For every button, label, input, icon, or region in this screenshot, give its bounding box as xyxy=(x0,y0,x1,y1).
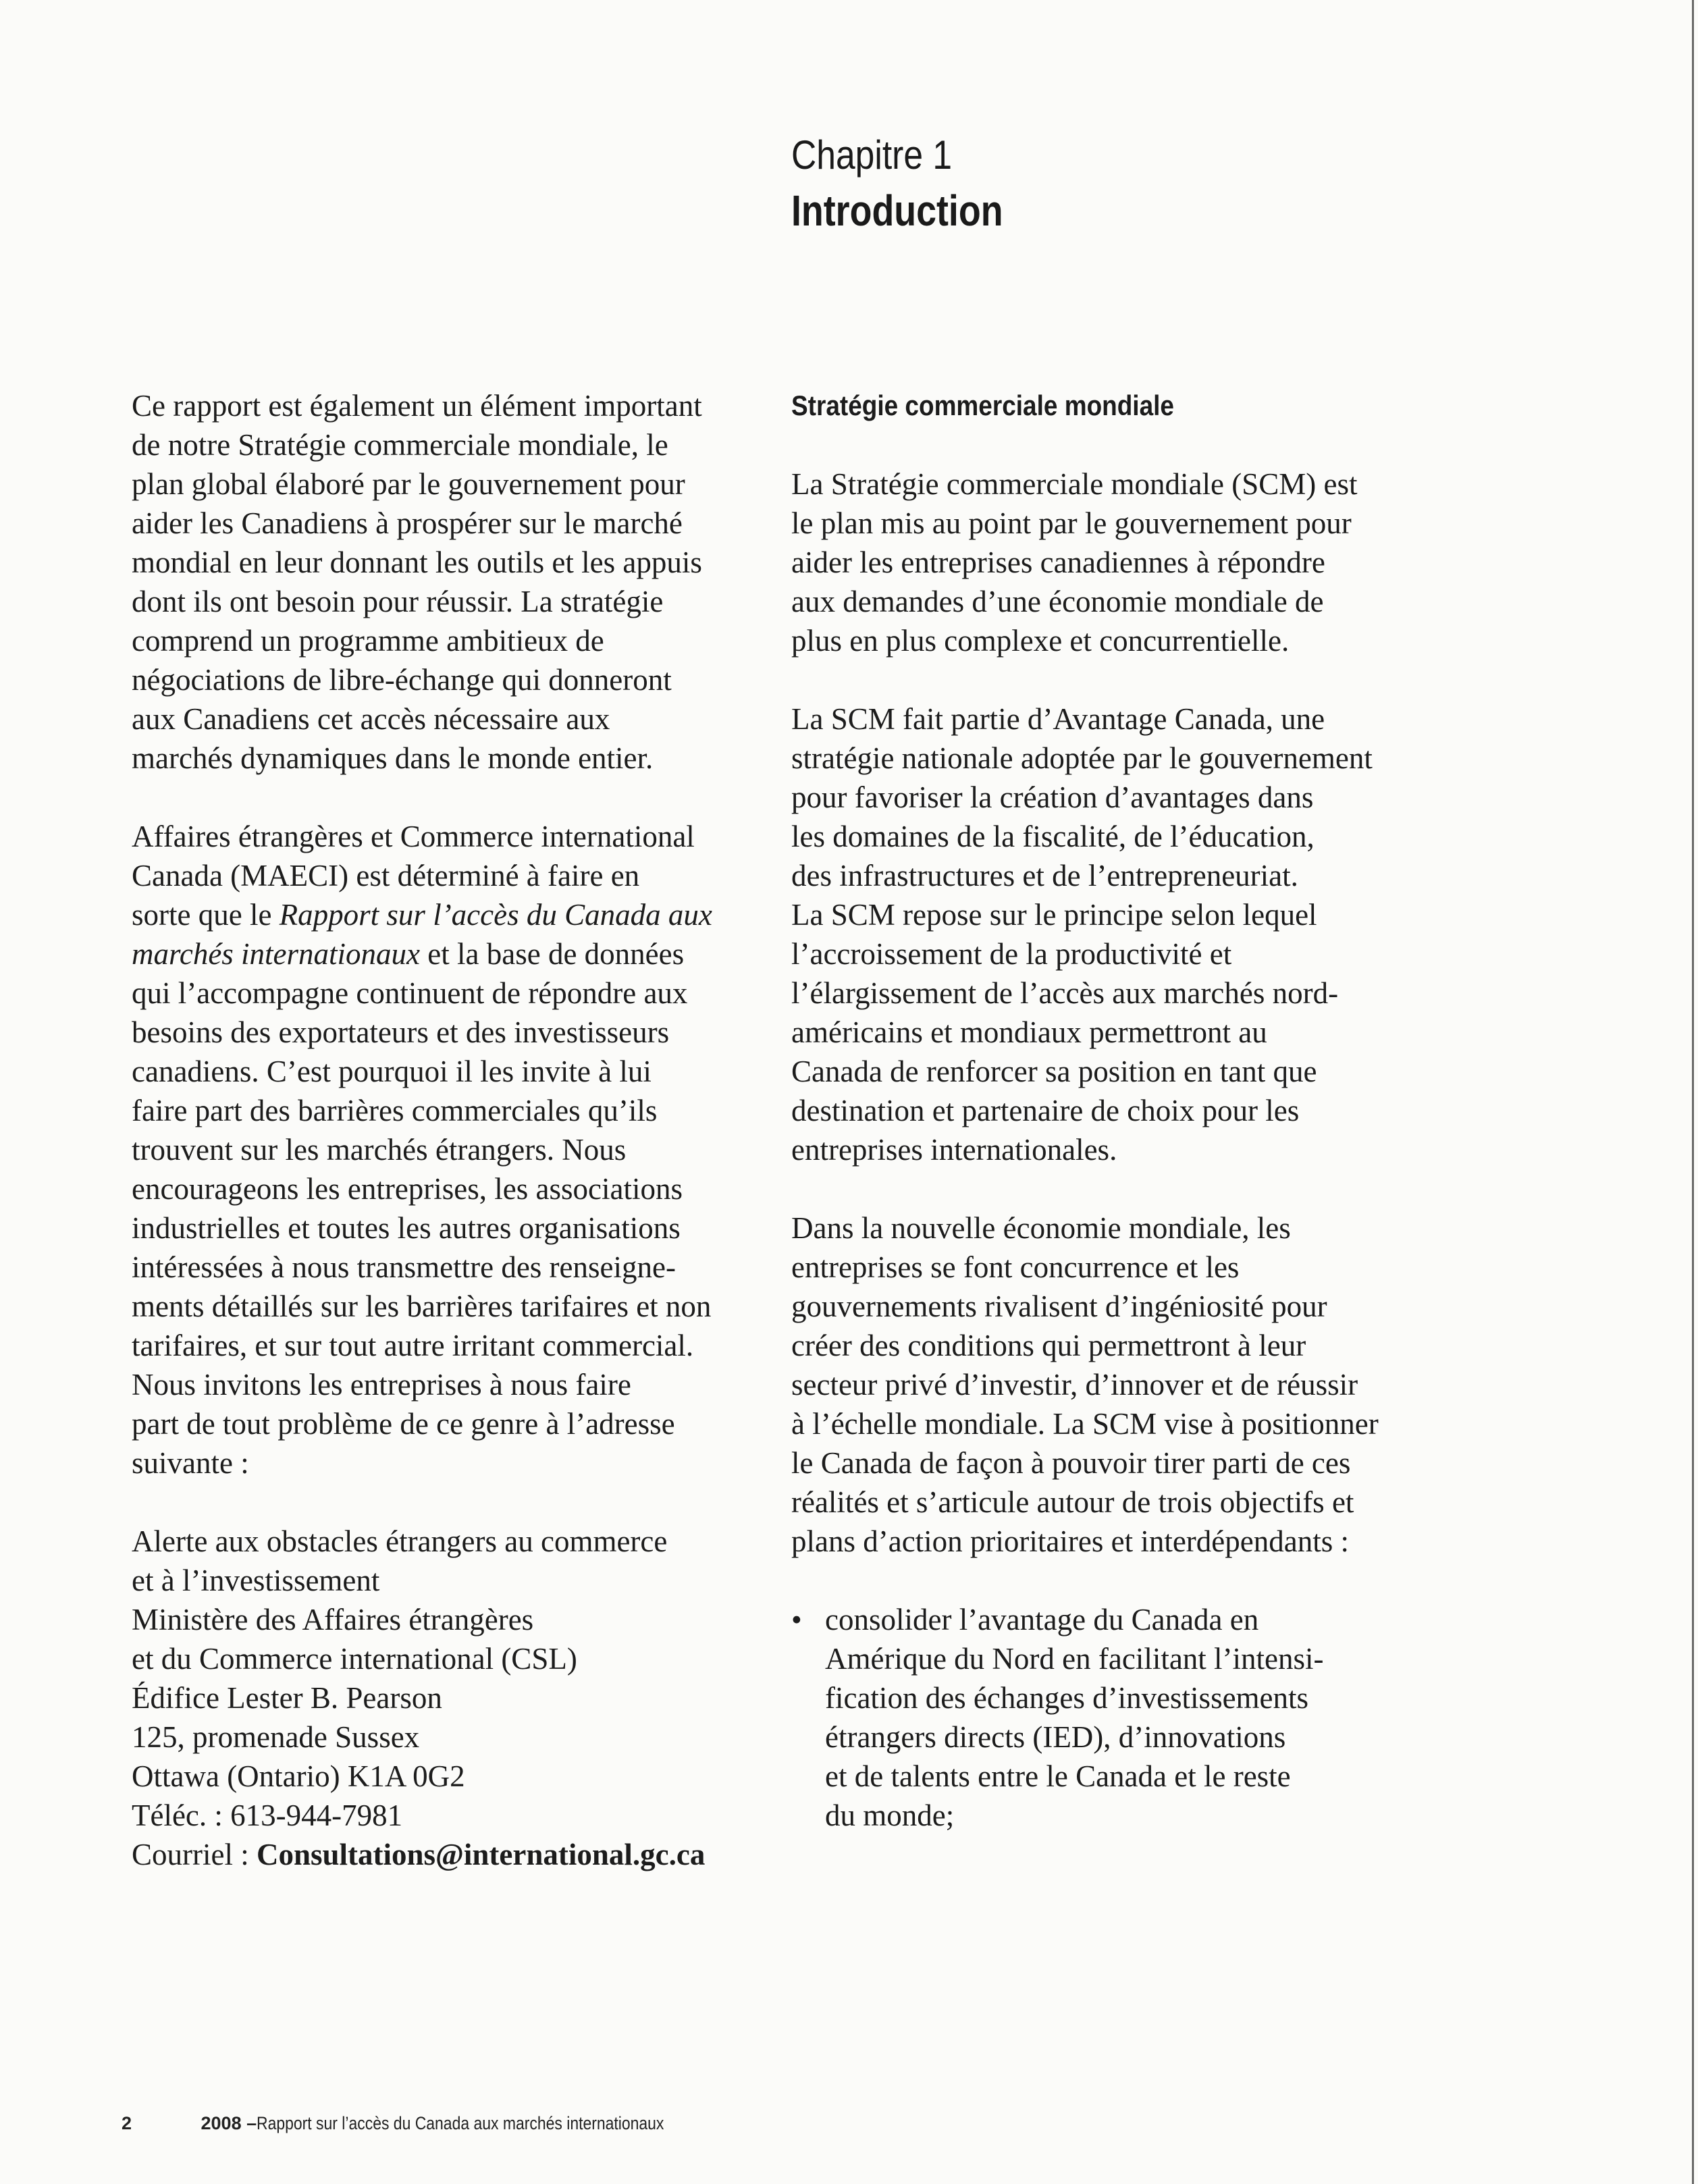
text-line xyxy=(132,895,753,934)
email-address: Consultations@international.gc.ca xyxy=(256,1838,706,1871)
mailing-address xyxy=(132,1522,753,1874)
text-line: qui l’accompagne continuent de répondre aux xyxy=(132,976,688,1010)
text-line: Amérique du Nord en facilitant l’intensi- xyxy=(825,1642,1324,1676)
text-line: suivante : xyxy=(132,1446,249,1480)
text-line: • consolider l’avantage du Canada en xyxy=(825,1603,1259,1636)
text-line: Canada (MAECI) est déterminé à faire en xyxy=(132,859,640,893)
text-line: aux Canadiens cet accès nécessaire aux xyxy=(132,702,610,736)
report-title-italic: marchés internationaux xyxy=(132,937,421,971)
section-heading: Stratégie commerciale mondiale xyxy=(791,390,1174,421)
left-paragraph-2 xyxy=(132,817,753,1483)
text-line: Ce rapport est également un élément important xyxy=(132,389,702,423)
text-line: de notre Stratégie commerciale mondiale, le xyxy=(132,428,668,462)
text-line: dont ils ont besoin pour réussir. La stratégie xyxy=(132,585,664,618)
text-line: trouvent sur les marchés étrangers. Nous xyxy=(132,1133,627,1167)
text-line: à l’échelle mondiale. La SCM vise à positionner xyxy=(791,1407,1379,1441)
left-paragraph-1 xyxy=(132,386,753,778)
text-line: étrangers directs (IED), d’innovations xyxy=(825,1720,1286,1754)
address-line: Alerte aux obstacles étrangers au commerce xyxy=(132,1524,668,1558)
text-line: aider les Canadiens à prospérer sur le marché xyxy=(132,506,683,540)
text-line: stratégie nationale adoptée par le gouvernement xyxy=(791,741,1373,775)
text-line: Affaires étrangères et Commerce international xyxy=(132,820,695,853)
text-line: mondial en leur donnant les outils et les appuis xyxy=(132,545,702,579)
text-line: La SCM repose sur le principe selon lequel xyxy=(791,898,1317,932)
text-line: aider les entreprises canadiennes à répondre xyxy=(791,545,1325,579)
text-line: du monde; xyxy=(825,1799,955,1832)
address-line: Ministère des Affaires étrangères xyxy=(132,1603,534,1636)
footer-year: 2008 – xyxy=(201,2113,257,2133)
email-line xyxy=(132,1835,753,1874)
text-line: La Stratégie commerciale mondiale (SCM) est xyxy=(791,467,1358,501)
text-line: faire part des barrières commerciales qu’ils xyxy=(132,1094,658,1127)
text-line: négociations de libre-échange qui donneront xyxy=(132,663,672,697)
text-line: gouvernements rivalisent d’ingéniosité pour xyxy=(791,1289,1327,1323)
text-line: canadiens. C’est pourquoi il les invite à lui xyxy=(132,1055,652,1088)
text-line: marchés dynamiques dans le monde entier. xyxy=(132,741,654,775)
text-line: entreprises se font concurrence et les xyxy=(791,1250,1240,1284)
text-line: Dans la nouvelle économie mondiale, les xyxy=(791,1211,1291,1245)
chapter-label: Chapitre 1 xyxy=(791,132,953,178)
text-line: destination et partenaire de choix pour les xyxy=(791,1094,1300,1127)
chapter-title: Introduction xyxy=(791,186,1003,235)
left-column xyxy=(132,386,753,1874)
scan-edge xyxy=(1692,0,1694,2184)
right-paragraph-3 xyxy=(791,1208,1426,1561)
text-line: l’élargissement de l’accès aux marchés nord- xyxy=(791,976,1339,1010)
text-line: ments détaillés sur les barrières tarifaires et non xyxy=(132,1289,712,1323)
address-line: 125, promenade Sussex xyxy=(132,1720,420,1754)
text-line: créer des conditions qui permettront à leur xyxy=(791,1329,1306,1362)
text-line: La SCM fait partie d’Avantage Canada, une xyxy=(791,702,1325,736)
text-line: des infrastructures et de l’entrepreneuriat. xyxy=(791,859,1298,893)
text-line: américains et mondiaux permettront au xyxy=(791,1015,1267,1049)
address-line: et du Commerce international (CSL) xyxy=(132,1642,577,1676)
text-line: plus en plus complexe et concurrentielle. xyxy=(791,624,1290,658)
chapter-header xyxy=(791,128,1043,239)
text-line: réalités et s’articule autour de trois objectifs et xyxy=(791,1485,1354,1519)
text-line: et de talents entre le Canada et le reste xyxy=(825,1759,1291,1793)
right-paragraph-1 xyxy=(791,464,1426,660)
text-line: aux demandes d’une économie mondiale de xyxy=(791,585,1324,618)
text-line: encourageons les entreprises, les associations xyxy=(132,1172,683,1206)
address-line: et à l’investissement xyxy=(132,1564,380,1597)
text-line: part de tout problème de ce genre à l’adresse xyxy=(132,1407,675,1441)
report-title-italic: Rapport sur l’accès du Canada aux xyxy=(279,898,712,932)
email-label: Courriel : xyxy=(132,1838,257,1871)
text-line: intéressées à nous transmettre des renseigne- xyxy=(132,1250,676,1284)
text-line: fication des échanges d’investissements xyxy=(825,1681,1309,1715)
text-line: tarifaires, et sur tout autre irritant commercial. xyxy=(132,1329,694,1362)
list-item xyxy=(791,1600,1426,1835)
text-line: besoins des exportateurs et des investisseurs xyxy=(132,1015,670,1049)
text-line: industrielles et toutes les autres organisations xyxy=(132,1211,681,1245)
text-fragment: sorte que le xyxy=(132,898,280,932)
objectives-list xyxy=(791,1600,1426,1835)
address-line: Téléc. : 613-944-7981 xyxy=(132,1799,403,1832)
page-footer xyxy=(122,2113,736,2134)
text-line: l’accroissement de la productivité et xyxy=(791,937,1232,971)
text-line: pour favoriser la création d’avantages dans xyxy=(791,780,1314,814)
text-line: les domaines de la fiscalité, de l’éducation, xyxy=(791,820,1315,853)
text-line: comprend un programme ambitieux de xyxy=(132,624,604,658)
text-line: Canada de renforcer sa position en tant que xyxy=(791,1055,1317,1088)
footer-report-title: Rapport sur l’accès du Canada aux marchés internationaux xyxy=(257,2113,664,2133)
text-line: plans d’action prioritaires et interdépendants : xyxy=(791,1524,1349,1558)
text-line: entreprises internationales. xyxy=(791,1133,1117,1167)
text-line: plan global élaboré par le gouvernement pour xyxy=(132,467,685,501)
right-paragraph-2 xyxy=(791,699,1426,1169)
address-line: Ottawa (Ontario) K1A 0G2 xyxy=(132,1759,465,1793)
text-fragment: et la base de données xyxy=(420,937,685,971)
text-line: secteur privé d’investir, d’innover et de réussir xyxy=(791,1368,1358,1402)
text-line: le plan mis au point par le gouvernement pour xyxy=(791,506,1352,540)
text-line xyxy=(132,934,753,974)
text-line: le Canada de façon à pouvoir tirer parti de ces xyxy=(791,1446,1351,1480)
address-line: Édifice Lester B. Pearson xyxy=(132,1681,442,1715)
text-line: Nous invitons les entreprises à nous faire xyxy=(132,1368,631,1402)
right-column xyxy=(791,386,1426,1835)
page-number: 2 xyxy=(122,2113,132,2133)
